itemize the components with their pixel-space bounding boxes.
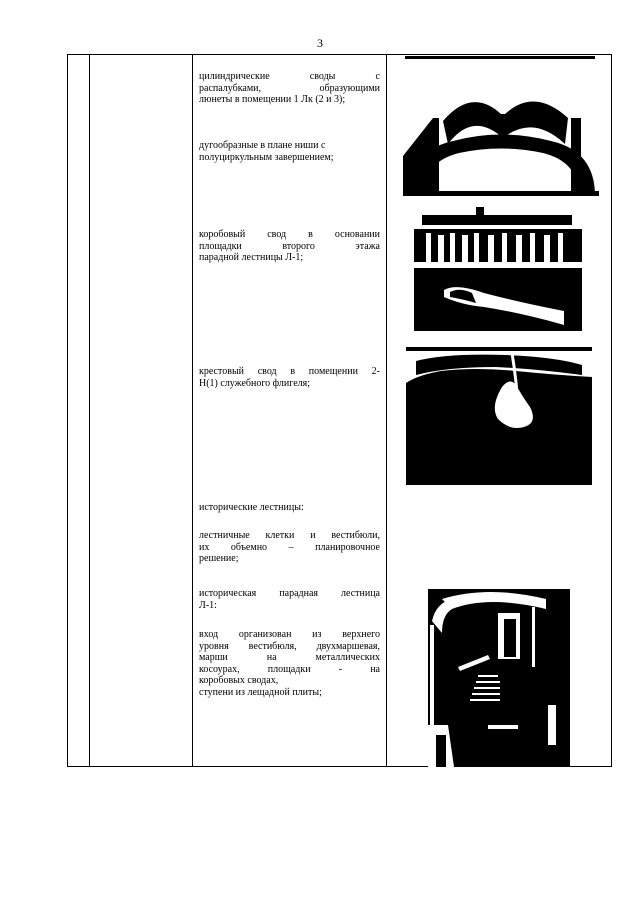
cell-cross-vault: [199, 366, 380, 389]
text-line: коробовых сводах,: [199, 675, 279, 686]
column-divider-1: [89, 54, 90, 767]
text-line: дугообразные в плане ниши с: [199, 140, 326, 151]
cell-vaults-lunettes: [199, 71, 380, 106]
cell-stairwells: [199, 530, 380, 565]
text-line: площадки второго этажа: [199, 240, 380, 252]
text-line: марши на металлических: [199, 652, 380, 663]
cell-main-staircase: [199, 588, 380, 611]
text-line: косоурах, площадки - на: [199, 663, 380, 675]
vaults-arches-photo: [403, 56, 599, 196]
text-line: лестничные клетки и вестибюли,: [199, 530, 380, 541]
text-line: люнеты в помещении 1 Лк (2 и 3);: [199, 94, 346, 105]
text-line: исторические лестницы:: [199, 502, 304, 513]
cell-arched-niches: [199, 140, 380, 163]
cell-box-vault: [199, 229, 380, 264]
text-line: распалубками, образующими: [199, 82, 380, 94]
text-line: коробовый свод в основании: [199, 229, 380, 240]
cell-entrance: [199, 629, 380, 698]
text-line: Л-1:: [199, 599, 217, 611]
text-line: вход организован из верхнего: [199, 629, 380, 640]
text-line: решение;: [199, 553, 239, 564]
text-line: полуциркульным завершением;: [199, 151, 334, 163]
cross-vault-photo: [406, 347, 592, 485]
text-line: ступени из лещадной плиты;: [199, 686, 322, 698]
cell-historic-stairs: [199, 502, 380, 514]
text-line: крестовый свод в помещении 2-: [199, 366, 380, 377]
text-line: их объемно – планировочное: [199, 541, 380, 553]
staircase-photo: [428, 585, 570, 767]
text-line: парадной лестницы Л-1;: [199, 252, 304, 263]
text-line: уровня вестибюля, двухмаршевая,: [199, 640, 380, 652]
text-line: цилиндрические своды с: [199, 71, 380, 82]
column-divider-2: [192, 54, 193, 767]
column-divider-3: [386, 54, 387, 767]
balustrade-photo: [414, 207, 582, 334]
text-line: историческая парадная лестница: [199, 588, 380, 599]
text-line: Н(1) служебного флигеля;: [199, 377, 311, 389]
page-number: 3: [317, 36, 323, 50]
